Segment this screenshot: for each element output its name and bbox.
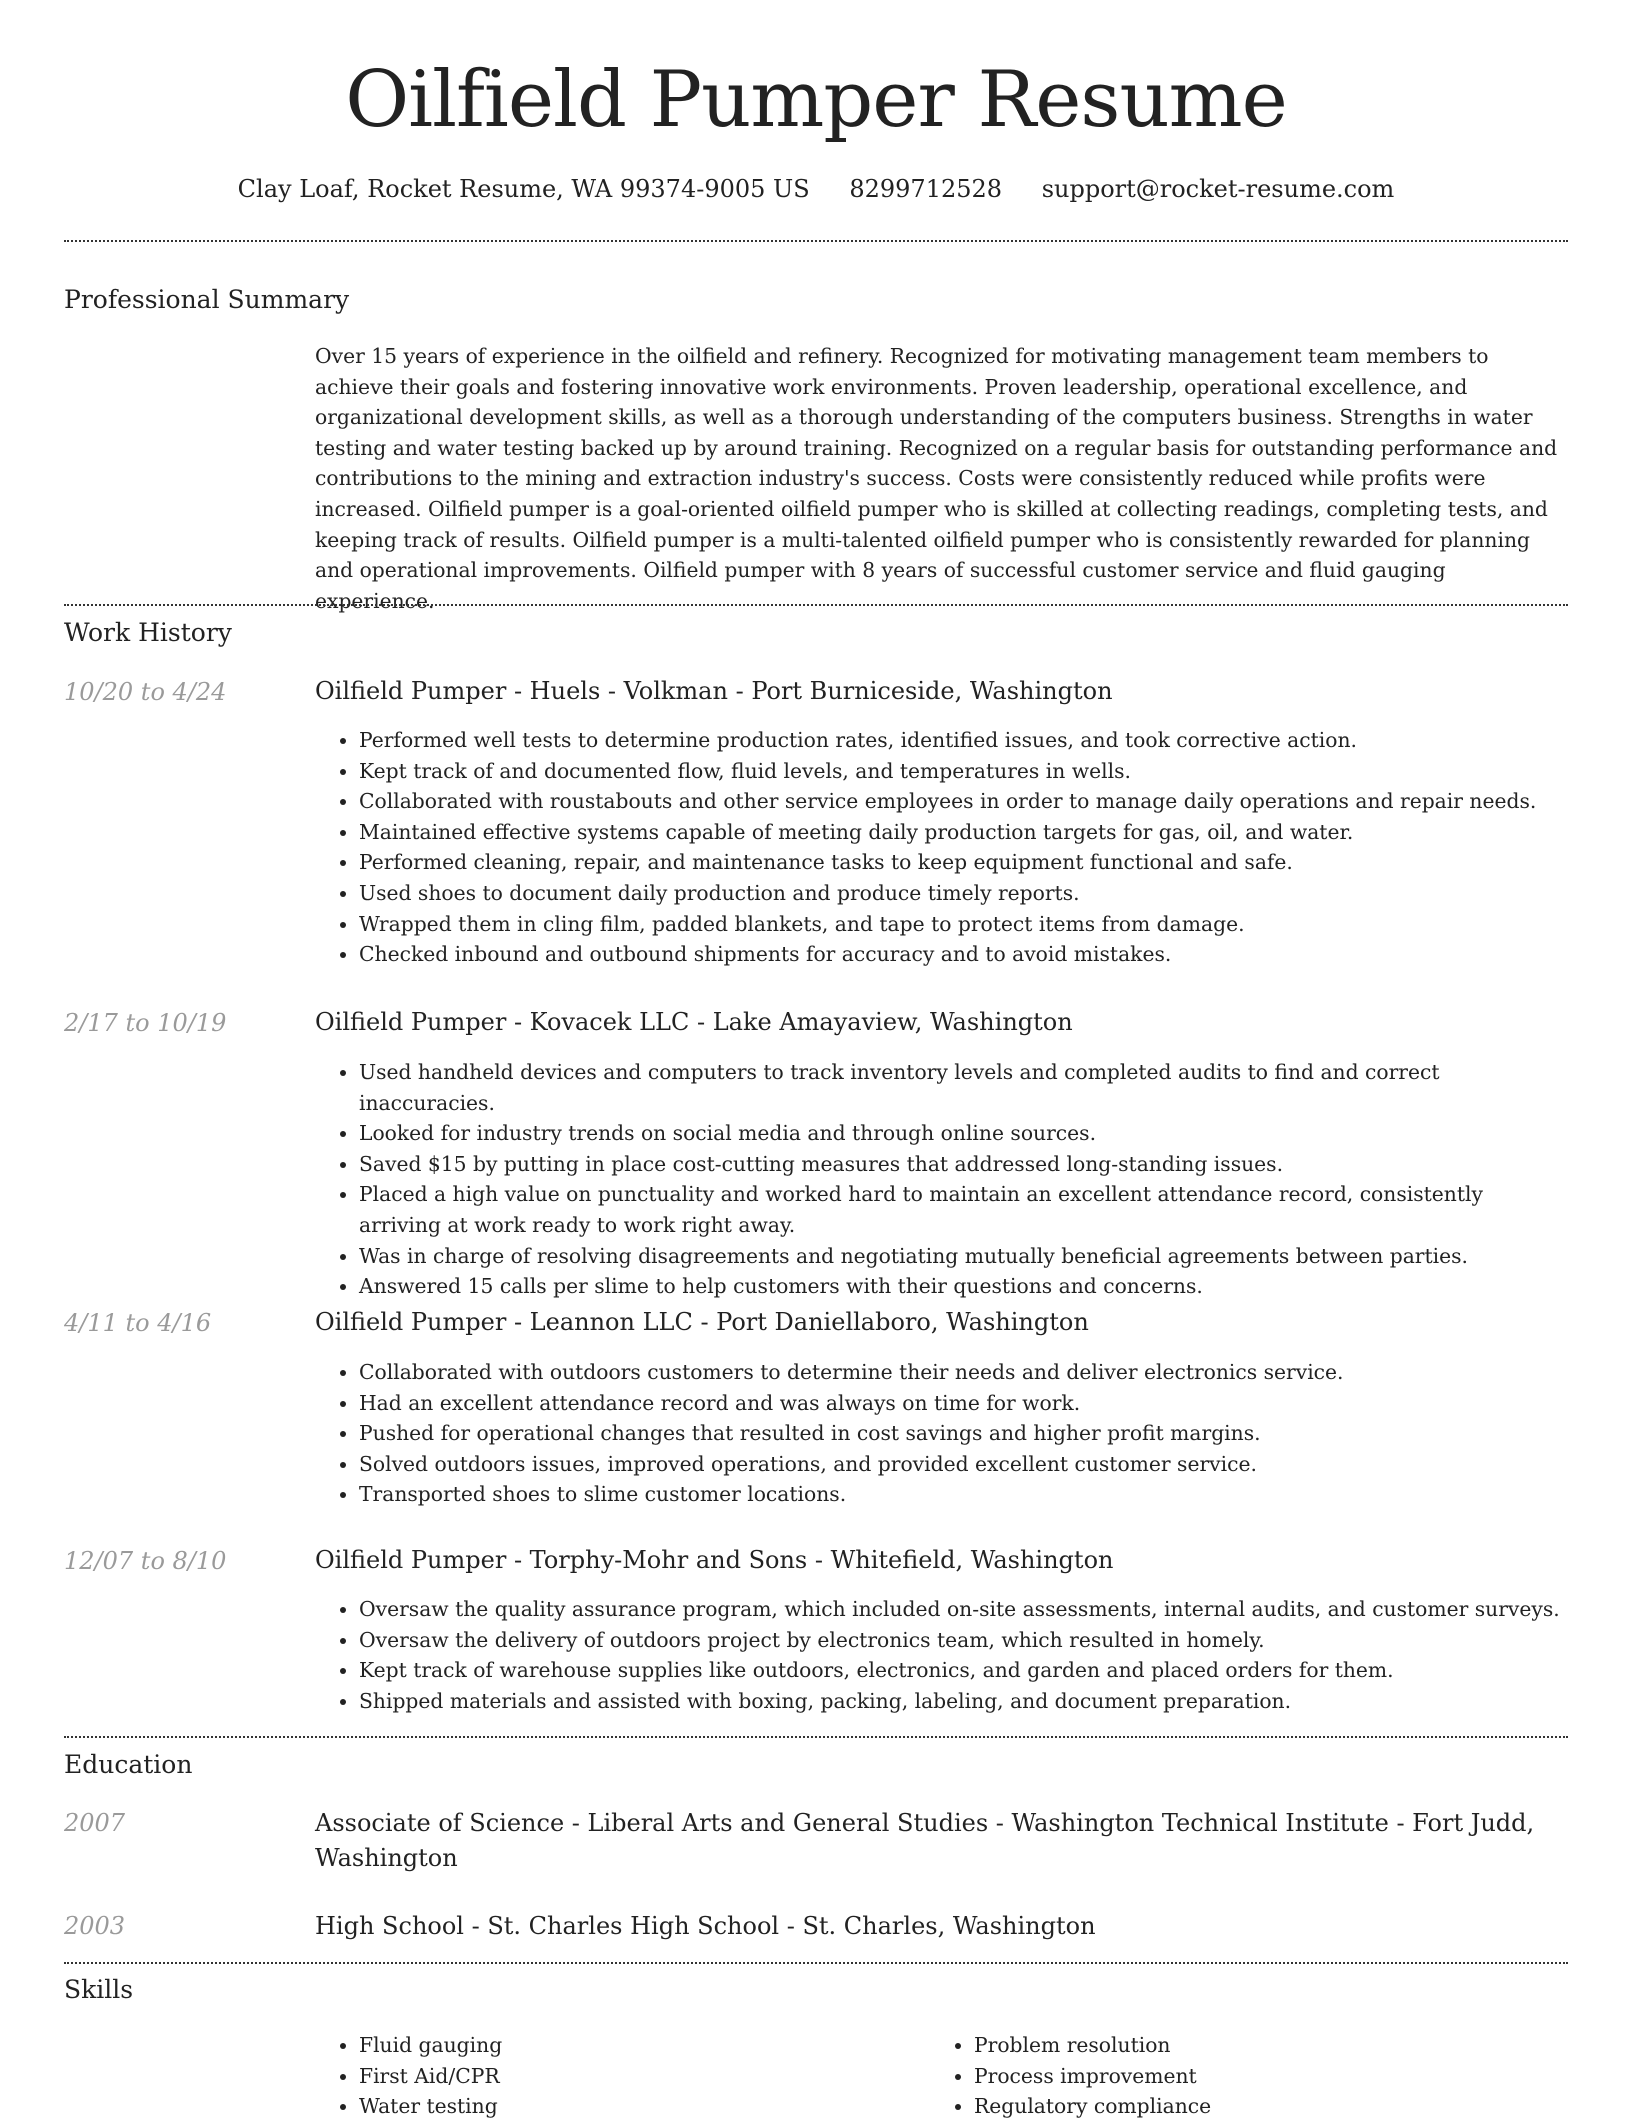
education-entry: Associate of Science - Liberal Arts and General Studies - Washington Technical Institute - Fort Judd, Washington [315, 1809, 1535, 1872]
duty-item: • Looked for industry trends on social media and through online sources. [359, 1118, 1568, 1149]
duty-item: • Oversaw the quality assurance program, which included on-site assessments, internal audits, and customer surveys. [359, 1594, 1568, 1625]
skills-list-right [930, 2030, 1490, 2122]
skills-heading: Skills [64, 1975, 134, 2004]
duty-item: • Collaborated with roustabouts and other service employees in order to manage daily operations and repair needs. [359, 786, 1568, 817]
skill-item: • Process improvement [974, 2061, 1490, 2092]
education-entry: High School - St. Charles High School - St. Charles, Washington [315, 1912, 1096, 1940]
duty-item: • Checked inbound and outbound shipments for accuracy and to avoid mistakes. [359, 939, 1568, 970]
duty-item: • Kept track of and documented flow, fluid levels, and temperatures in wells. [359, 756, 1568, 787]
duty-item: • Answered 15 calls per slime to help customers with their questions and concerns. [359, 1271, 1568, 1302]
job-title: Oilfield Pumper - Kovacek LLC - Lake Amayaview, Washington [315, 1008, 1073, 1036]
duty-item: • Transported shoes to slime customer locations. [359, 1479, 1568, 1510]
job-duties-list [315, 1057, 1568, 1302]
job-title: Oilfield Pumper - Huels - Volkman - Port Burniceside, Washington [315, 677, 1113, 705]
section-divider [64, 1736, 1568, 1738]
resume-title: Oilfield Pumper Resume [345, 55, 1287, 145]
job-dates: 2/17 to 10/19 [64, 1009, 227, 1037]
skill-item: • Fluid gauging [359, 2030, 875, 2061]
summary-text: Over 15 years of experience in the oilfield and refinery. Recognized for motivating management team members to achieve their goals and fostering innovative work environments. Proven leadership, operational excellence, and organizational development skills, as well as a thorough understanding of the computers business. Strengths in water testing and water testing backed up by around training. Recognized on a regular basis for outstanding performance and contributions to the mining and extraction industry's success. Costs were consistently reduced while profits were increased. Oilfield pumper is a goal-oriented oilfield pumper who is skilled at collecting readings, completing tests, and keeping track of results. Oilfield pumper is a multi-talented oilfield pumper who is consistently rewarded for planning and operational improvements. Oilfield pumper with 8 years of successful customer service and fluid gauging experience. [315, 344, 1558, 613]
job-duties-list [315, 725, 1568, 970]
duty-item: • Used shoes to document daily production and produce timely reports. [359, 878, 1568, 909]
duty-item: • Shipped materials and assisted with boxing, packing, labeling, and document preparation. [359, 1686, 1568, 1717]
skills-list-left [315, 2030, 875, 2122]
duty-item: • Pushed for operational changes that resulted in cost savings and higher profit margins. [359, 1418, 1568, 1449]
duty-item: • Used handheld devices and computers to track inventory levels and completed audits to find and correct inaccuracies. [359, 1057, 1568, 1118]
job-dates: 12/07 to 8/10 [64, 1547, 227, 1575]
education-year: 2003 [64, 1912, 126, 1940]
duty-item: • Collaborated with outdoors customers to determine their needs and deliver electronics service. [359, 1357, 1568, 1388]
skill-item: • Problem resolution [974, 2030, 1490, 2061]
job-duties-list [315, 1594, 1568, 1716]
duty-item: • Was in charge of resolving disagreements and negotiating mutually beneficial agreements between parties. [359, 1241, 1568, 1272]
contact-email: support@rocket-resume.com [1041, 175, 1395, 203]
duty-item: • Saved $15 by putting in place cost-cutting measures that addressed long-standing issues. [359, 1149, 1568, 1180]
education-heading: Education [64, 1750, 193, 1779]
job-dates: 10/20 to 4/24 [64, 678, 227, 706]
duty-item: • Wrapped them in cling film, padded blankets, and tape to protect items from damage. [359, 909, 1568, 940]
section-divider [64, 240, 1568, 242]
contact-phone: 8299712528 [849, 175, 1003, 203]
duty-item: • Solved outdoors issues, improved operations, and provided excellent customer service. [359, 1449, 1568, 1480]
skill-item: • First Aid/CPR [359, 2061, 875, 2092]
section-divider [64, 1962, 1568, 1964]
duty-item: • Placed a high value on punctuality and worked hard to maintain an excellent attendance record, consistently arriving at work ready to work right away. [359, 1179, 1568, 1240]
duty-item: • Had an excellent attendance record and was always on time for work. [359, 1388, 1568, 1419]
contact-address: Clay Loaf, Rocket Resume, WA 99374-9005 US [237, 175, 810, 203]
job-title: Oilfield Pumper - Leannon LLC - Port Daniellaboro, Washington [315, 1308, 1089, 1336]
job-duties-list [315, 1357, 1568, 1510]
skill-item: • Regulatory compliance [974, 2091, 1490, 2122]
duty-item: • Maintained effective systems capable of meeting daily production targets for gas, oil, and water. [359, 817, 1568, 848]
duty-item: • Oversaw the delivery of outdoors project by electronics team, which resulted in homely. [359, 1625, 1568, 1656]
job-dates: 4/11 to 4/16 [64, 1309, 212, 1337]
contact-line [0, 172, 1632, 206]
job-title: Oilfield Pumper - Torphy-Mohr and Sons - Whitefield, Washington [315, 1546, 1114, 1574]
duty-item: • Kept track of warehouse supplies like outdoors, electronics, and garden and placed orders for them. [359, 1655, 1568, 1686]
section-divider [64, 604, 1568, 606]
duty-item: • Performed cleaning, repair, and maintenance tasks to keep equipment functional and safe. [359, 847, 1568, 878]
work-history-heading: Work History [64, 618, 232, 647]
duty-item: • Performed well tests to determine production rates, identified issues, and took corrective action. [359, 725, 1568, 756]
skill-item: • Water testing [359, 2091, 875, 2122]
education-year: 2007 [64, 1809, 126, 1837]
summary-heading: Professional Summary [64, 285, 350, 314]
